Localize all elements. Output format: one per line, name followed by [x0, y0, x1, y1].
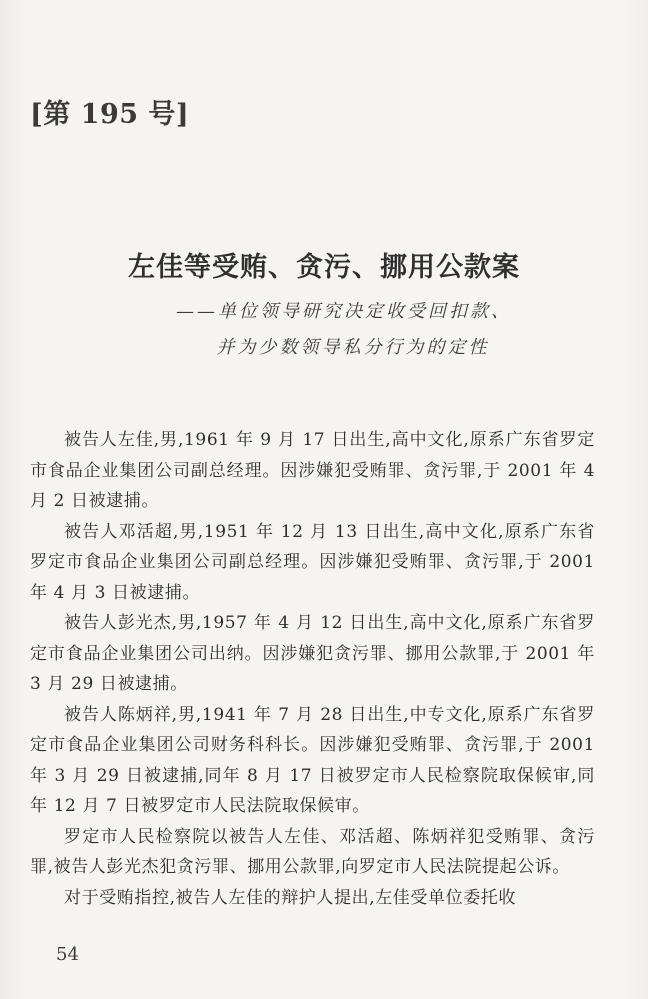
paragraph: 对于受贿指控,被告人左佳的辩护人提出,左佳受单位委托收 — [64, 887, 517, 908]
case-number: [第 195 号] — [30, 99, 190, 130]
paragraph: 罗定市人民检察院以被告人左佳、邓活超、陈炳祥犯受贿罪、贪污罪,被告人彭光杰犯贪污罪、挪用公款罪,向罗定市人民法院提起公诉。 — [30, 826, 595, 877]
body-text — [30, 425, 595, 913]
page-number: 54 — [56, 944, 79, 965]
case-title: 左佳等受贿、贪污、挪用公款案 — [128, 252, 520, 283]
case-subtitle-line-2: 并为少数领导私分行为的定性 — [216, 337, 490, 358]
case-subtitle-line-1: ——单位领导研究决定收受回扣款、 — [176, 301, 512, 322]
paragraph: 被告人陈炳祥,男,1941 年 7 月 28 日出生,中专文化,原系广东省罗定市食品企业集团公司财务科科长。因涉嫌犯受贿罪、贪污罪,于 2001 年 3 月 29 日被逮捕,同年 8 月 17 日被罗定市人民检察院取保候审,同年 12 月 7 日被罗定市人民法院取保候审。 — [30, 704, 595, 816]
paragraph: 被告人邓活超,男,1951 年 12 月 13 日出生,高中文化,原系广东省罗定市食品企业集团公司副总经理。因涉嫌犯受贿罪、贪污罪,于 2001 年 4 月 3 日被逮捕。 — [30, 521, 595, 603]
title-block — [0, 248, 648, 366]
paragraph: 被告人左佳,男,1961 年 9 月 17 日出生,高中文化,原系广东省罗定市食品企业集团公司副总经理。因涉嫌犯受贿罪、贪污罪,于 2001 年 4 月 2 日被逮捕。 — [30, 430, 595, 511]
paragraph: 被告人彭光杰,男,1957 年 4 月 12 日出生,高中文化,原系广东省罗定市食品企业集团公司出纳。因涉嫌犯贪污罪、挪用公款罪,于 2001 年 3 月 29 日被逮捕。 — [30, 613, 595, 694]
